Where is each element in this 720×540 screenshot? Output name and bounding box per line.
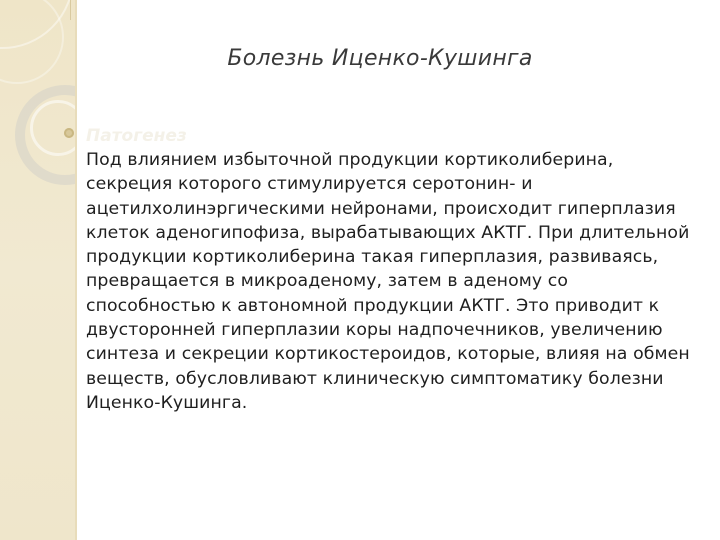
body-paragraph: Под влиянием избыточной продукции кортиколиберина, секреция которого стимулируется серотонин- и ацетилхолинэргическими нейронами, происходит гиперплазия клеток аденогипофиза, вырабатывающих АКТГ. При длительной продукции кортиколиберина такая гиперплазия, развиваясь, превращается в микроаденому, затем в аденому со способностью к автономной продукции АКТГ. Это приводит к двусторонней гиперплазии коры надпочечников, увеличению синтеза и секреции кортикостероидов, которые, влияя на обмен веществ, обусловливают клиническую симптоматику болезни Иценко-Кушинга. [86,150,690,413]
side-panel-edge [75,0,77,540]
decorative-ring [0,0,64,84]
section-subtitle: Патогенез [86,126,187,146]
bullet-icon [64,128,74,138]
decorative-side-panel [0,0,75,540]
decorative-line [70,0,71,20]
slide-content [86,125,696,415]
slide-title: Болезнь Иценко-Кушинга [227,46,533,71]
